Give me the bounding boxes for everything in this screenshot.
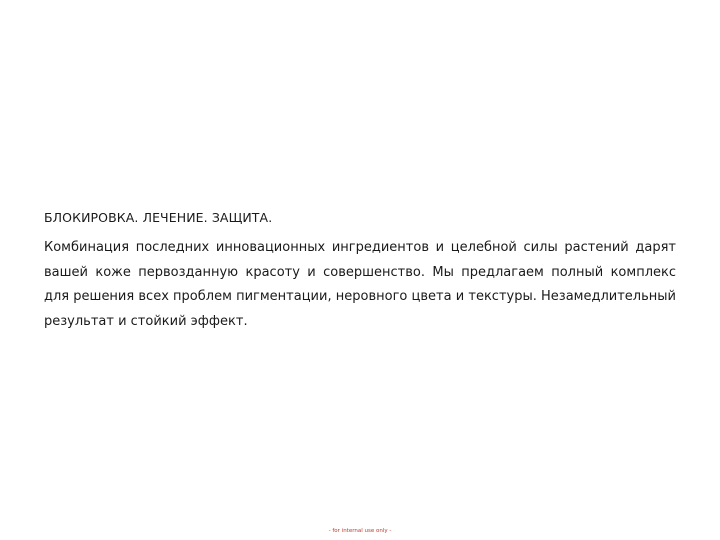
slide-body-text: Комбинация последних инновационных ингредиентов и целебной силы растений дарят вашей коже первозданную красоту и совершенство. Мы предлагаем полный комплекс для решения всех проблем пигментации, неровного цвета и текстуры. Незамедлительный результат и стойкий эффект. [44,240,676,329]
slide-heading: БЛОКИРОВКА. ЛЕЧЕНИЕ. ЗАЩИТА. [44,210,273,225]
internal-use-footer: - for internal use only - [328,528,392,534]
